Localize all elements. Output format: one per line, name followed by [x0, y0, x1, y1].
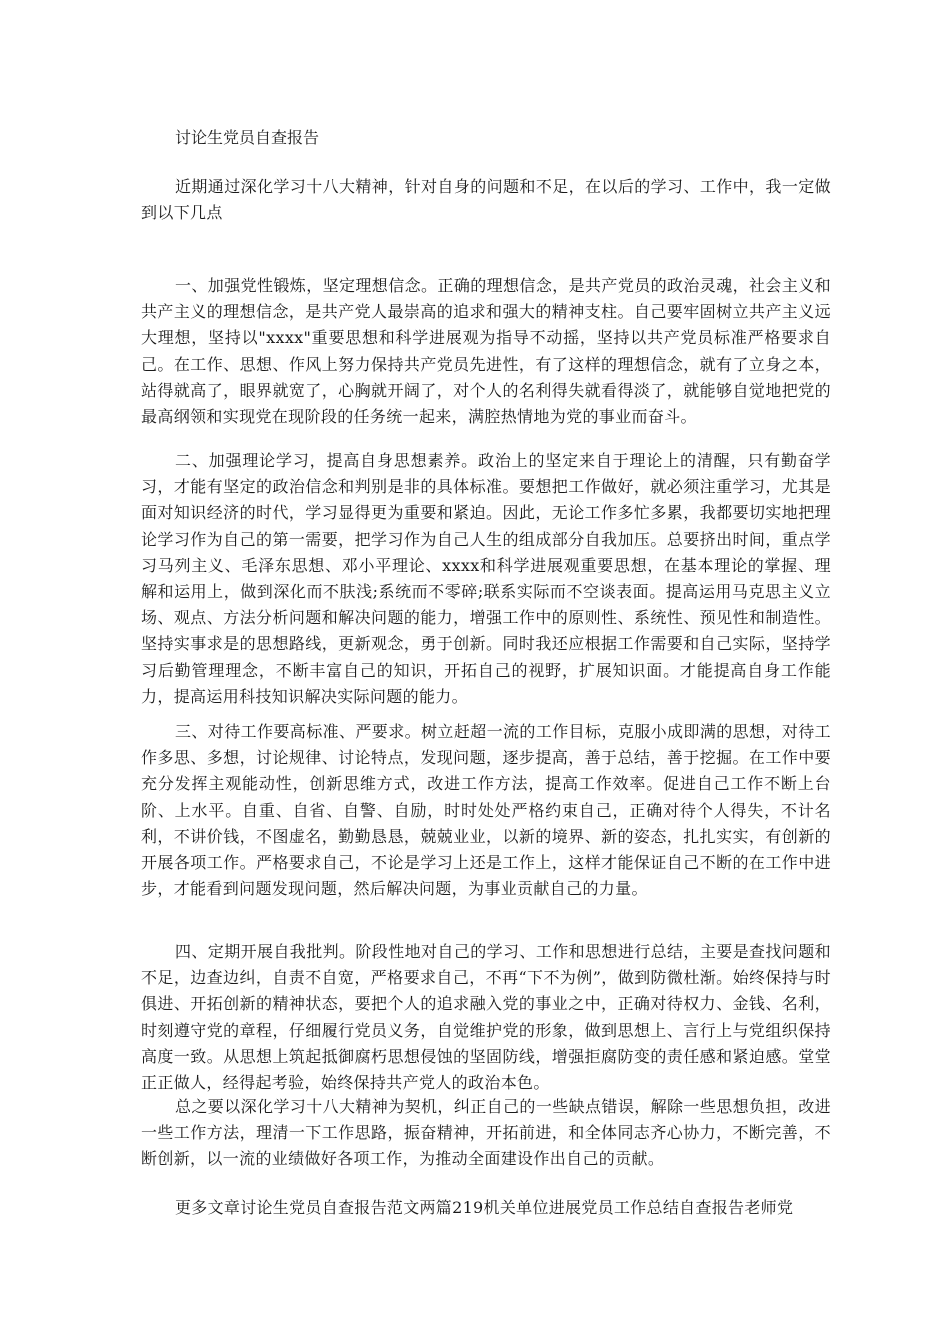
- section-three-paragraph: 三、对待工作要高标准、严要求。树立赶超一流的工作目标，克服小成即满的思想，对待工作多思、多想，讨论规律、讨论特点，发现问题，逐步提高，善于总结，善于挖掘。在工作中要充分发挥主观能动性，创新思维方式，改进工作方法，提高工作效率。促进自己工作不断上台阶、上水平。自重、自省、自警、自励，时时处处严格约束自己，正确对待个人得失，不计名利，不讲价钱，不图虚名，勤勤恳恳，兢兢业业，以新的境界、新的姿态，扎扎实实，有创新的开展各项工作。严格要求自己，不论是学习上还是工作上，这样才能保证自己不断的在工作中进步，才能看到问题发现问题，然后解决问题，为事业贡献自己的力量。: [141, 722, 831, 899]
- section-one-paragraph: 一、加强党性锻炼，坚定理想信念。正确的理想信念，是共产党员的政治灵魂，社会主义和共产主义的理想信念，是共产党人最崇高的追求和强大的精神支柱。自己要牢固树立共产主义远大理想，坚持以"xxxx"重要思想和科学进展观为指导不动摇，坚持以共产党员标准严格要求自己。在工作、思想、作风上努力保持共产党员先进性，有了这样的理想信念，就有了立身之本，站得就高了，眼界就宽了，心胸就开阔了，对个人的名利得失就看得淡了，就能够自觉地把党的最高纲领和实现党在现阶段的任务统一起来，满腔热情地为党的事业而奋斗。: [141, 276, 831, 427]
- section-two-paragraph: 二、加强理论学习，提高自身思想素养。政治上的坚定来自于理论上的清醒，只有勤奋学习，才能有坚定的政治信念和判别是非的具体标准。要想把工作做好，就必须注重学习，尤其是面对知识经济的时代，学习显得更为重要和紧迫。因此，无论工作多忙多累，我都要切实地把理论学习作为自己的第一需要，把学习作为自己人生的组成部分自我加压。总要挤出时间，重点学习马列主义、毛泽东思想、邓小平理论、xxxx和科学进展观重要思想，在基本理论的掌握、理解和运用上，做到深化而不肤浅;系统而不零碎;联系实际而不空谈表面。提高运用马克思主义立场、观点、方法分析问题和解决问题的能力，增强工作中的原则性、系统性、预见性和制造性。坚持实事求是的思想路线，更新观念，勇于创新。同时我还应根据工作需要和自己实际，坚持学习后勤管理理念，不断丰富自己的知识，开拓自己的视野，扩展知识面。才能提高自身工作能力，提高运用科技知识解决实际问题的能力。: [141, 451, 831, 706]
- conclusion-paragraph: 总之要以深化学习十八大精神为契机，纠正自己的一些缺点错误，解除一些思想负担，改进一些工作方法，理清一下工作思路，振奋精神，开拓前进，和全体同志齐心协力，不断完善，不断创新，以一流的业绩做好各项工作，为推动全面建设作出自己的贡献。: [141, 1097, 831, 1169]
- intro-paragraph: 近期通过深化学习十八大精神，针对自身的问题和不足，在以后的学习、工作中，我一定做到以下几点: [141, 177, 831, 223]
- section-four-paragraph: 四、定期开展自我批判。阶段性地对自己的学习、工作和思想进行总结，主要是查找问题和不足，边查边纠，自责不自宽，严格要求自己，不再“下不为例”，做到防微杜渐。始终保持与时俱进、开拓创新的精神状态，要把个人的追求融入党的事业之中，正确对待权力、金钱、名利，时刻遵守党的章程，仔细履行党员义务，自觉维护党的形象，做到思想上、言行上与党组织保持高度一致。从思想上筑起抵御腐朽思想侵蚀的坚固防线，增强拒腐防变的责任感和紧迫感。堂堂正正做人，经得起考验，始终保持共产党人的政治本色。: [141, 942, 831, 1093]
- more-articles-line: 更多文章讨论生党员自查报告范文两篇219机关单位进展党员工作总结自查报告老师党: [175, 1198, 794, 1217]
- document-title: 讨论生党员自查报告: [175, 128, 320, 147]
